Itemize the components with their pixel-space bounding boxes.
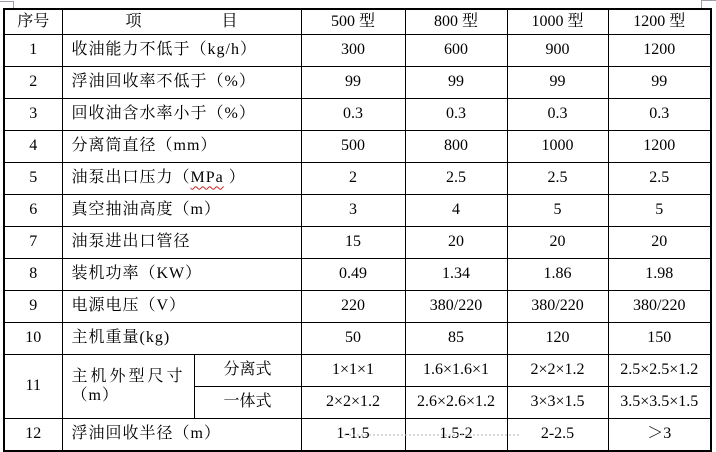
value-cell: 2.6×2.6×1.2 [405,387,507,419]
serial-cell: 12 [4,419,62,452]
value-cell: 20 [405,227,507,259]
item-cell: 油泵进出口管径 [62,227,301,259]
header-model-1000: 1000 型 [507,9,608,35]
value-cell: 3.5×3.5×1.5 [608,387,711,419]
table-row [4,131,711,163]
value-cell: 220 [301,291,405,323]
value-cell: 0.3 [608,99,711,131]
serial-cell: 6 [4,195,62,227]
value-cell: 2.5 [608,163,711,195]
value-cell: 1.98 [608,259,711,291]
value-cell: 99 [507,67,608,99]
value-cell: 2.5×2.5×1.2 [608,355,711,387]
value-cell: 99 [608,67,711,99]
table-row [4,99,711,131]
item-cell [62,163,301,195]
product-spec-table [3,8,712,452]
item-cell-dimensions [62,355,194,419]
subtype-cell: 一体式 [194,387,301,419]
value-cell: 1×1×1 [301,355,405,387]
serial-cell: 9 [4,291,62,323]
item-label-part: ） [223,169,246,187]
item-cell: 真空抽油高度（m） [62,195,301,227]
value-cell: 99 [301,67,405,99]
serial-cell: 10 [4,323,62,355]
value-cell: 15 [301,227,405,259]
value-cell: 3 [301,195,405,227]
table-row [4,323,711,355]
header-model-500: 500 型 [301,9,405,35]
serial-cell: 11 [4,355,62,419]
value-cell: 380/220 [507,291,608,323]
item-cell: 收油能力不低于（kg/h） [62,35,301,67]
table-row [4,195,711,227]
table-row [4,259,711,291]
value-cell: 1.34 [405,259,507,291]
value-cell: 300 [301,35,405,67]
serial-cell: 8 [4,259,62,291]
serial-cell: 5 [4,163,62,195]
value-cell: 4 [405,195,507,227]
item-label-part: 油泵出口压力（ [71,169,191,187]
table-row [4,67,711,99]
value-cell: 0.3 [301,99,405,131]
header-item: 项 目 [62,9,301,35]
serial-cell: 3 [4,99,62,131]
value-cell: 380/220 [608,291,711,323]
value-cell: 5 [608,195,711,227]
header-model-800: 800 型 [405,9,507,35]
table-row [4,291,711,323]
value-cell: 2.5 [507,163,608,195]
item-cell: 浮油回收率不低于（%） [62,67,301,99]
value-cell: 5 [507,195,608,227]
value-cell: 2×2×1.2 [301,387,405,419]
value-cell: 2 [301,163,405,195]
value-cell: 150 [608,323,711,355]
value-cell: 1-1.5 [301,419,405,452]
value-cell: 50 [301,323,405,355]
item-cell: 电源电压（V） [62,291,301,323]
subtype-cell: 分离式 [194,355,301,387]
value-cell: 2-2.5 [507,419,608,452]
item-cell: 装机功率（KW） [62,259,301,291]
serial-cell: 2 [4,67,62,99]
value-cell: 1200 [608,131,711,163]
item-cell: 回收油含水率小于（%） [62,99,301,131]
serial-cell: 7 [4,227,62,259]
table-row [4,227,711,259]
value-cell: 99 [405,67,507,99]
value-cell: 380/220 [405,291,507,323]
item-cell: 浮油回收半径（m） [62,419,301,452]
item-cell: 主机重量(kg) [62,323,301,355]
table-row [4,35,711,67]
item-label-line1: 主机外型尺寸 [71,368,186,386]
value-cell: 0.49 [301,259,405,291]
value-cell: 0.3 [507,99,608,131]
item-cell: 分离筒直径（mm） [62,131,301,163]
value-cell: 85 [405,323,507,355]
value-cell: 2.5 [405,163,507,195]
value-cell: 900 [507,35,608,67]
value-cell: 1000 [507,131,608,163]
page-artifact-mark [344,434,519,438]
value-cell: 600 [405,35,507,67]
value-cell: 1.86 [507,259,608,291]
value-cell: 1.6×1.6×1 [405,355,507,387]
value-cell: 120 [507,323,608,355]
value-cell: 2×2×1.2 [507,355,608,387]
value-cell: 0.3 [405,99,507,131]
spellcheck-underlined-word: MPa [190,169,224,187]
value-cell: 20 [507,227,608,259]
value-cell: 3×3×1.5 [507,387,608,419]
serial-cell: 1 [4,35,62,67]
header-serial: 序号 [4,9,62,35]
item-label-line2: （m） [71,386,119,404]
value-cell: 500 [301,131,405,163]
header-row [4,9,711,35]
header-model-1200: 1200 型 [608,9,711,35]
value-cell: 20 [608,227,711,259]
serial-cell: 4 [4,131,62,163]
value-cell: 1200 [608,35,711,67]
value-cell: 1.5-2 [405,419,507,452]
value-cell: ＞3 [608,419,711,452]
table-row [4,163,711,195]
value-cell: 800 [405,131,507,163]
table-row-11-separate [4,355,711,387]
